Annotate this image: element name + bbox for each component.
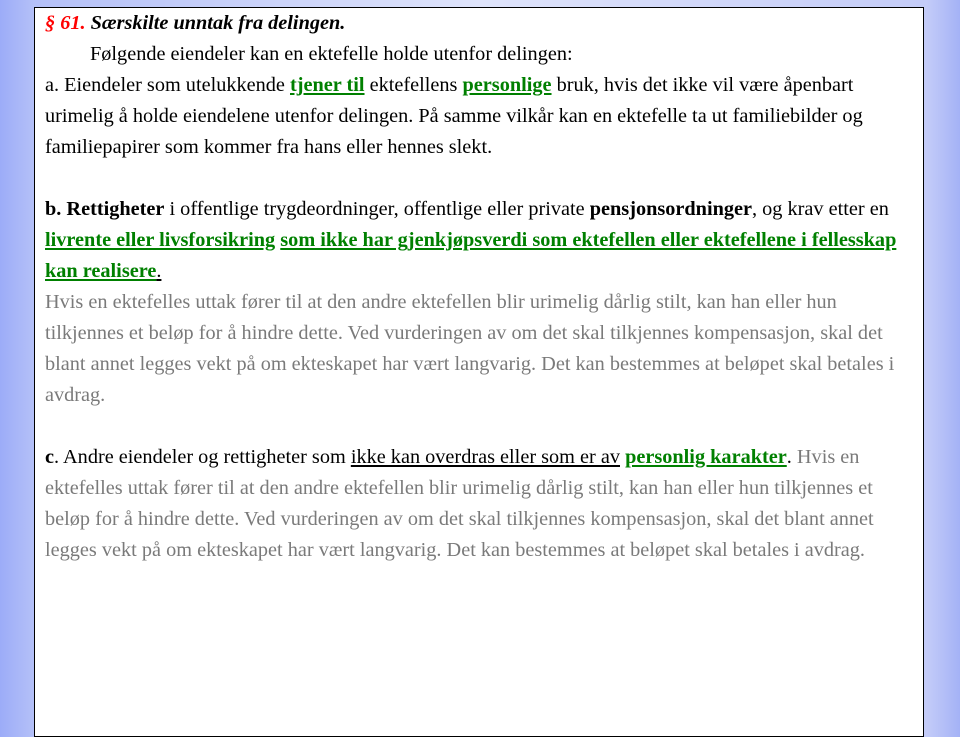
item-a-highlight-personlige: personlige	[462, 74, 552, 96]
slide-text-body	[45, 8, 920, 566]
item-c-letter: c	[45, 446, 55, 468]
item-b-secondary-text: Hvis en ektefelles uttak fører til at den andre ektefellen blir urimelig dårlig stilt, kan han eller hun tilkjennes et beløp for å hindre dette. Ved vurderingen av om det skal tilkjennes kompensasjon, skal det blant annet legges vekt på om ekteskapet har vært langvarig. Det kan bestemmes at beløpet skal betales i avdrag.	[45, 291, 895, 406]
item-b-rettigheter: Rettigheter	[61, 198, 165, 220]
item-b-text-2: , og krav etter en	[752, 198, 889, 220]
item-a-highlight-tjener: tjener til	[290, 74, 365, 96]
item-c-text-1: . Andre eiendeler og rettigheter som	[54, 446, 351, 468]
item-b-text-1: i offentlige trygdeordninger, offentlige eller private	[164, 198, 590, 220]
item-a-paragraph	[45, 70, 920, 163]
item-a-text-1: . Eiendeler som utelukkende	[54, 74, 290, 96]
item-b-highlight-gjenkjopsverdi: som ikke har gjenkjøpsverdi som ektefellen eller ektefellene i fellesskap kan realisere	[45, 229, 897, 282]
section-heading: Særskilte unntak fra delingen.	[90, 12, 346, 34]
item-c-period: .	[786, 446, 792, 468]
item-c-underlined-text: ikke kan overdras eller som er av	[350, 446, 620, 468]
item-a-text-3: bruk, hvis det ikke vil være åpenbart urimelig å holde eiendelene utenfor delingen. På samme vilkår kan en ektefelle ta ut familiebilder og familiepapirer som kommer fra hans eller hennes slekt.	[45, 74, 863, 158]
section-number: § 61.	[45, 12, 86, 34]
item-a-text-2: ektefellens	[364, 74, 463, 96]
item-b-paragraph	[45, 194, 920, 287]
item-b-pensjonsordninger: pensjonsordninger	[589, 198, 753, 220]
paragraph-spacer	[45, 411, 920, 442]
item-b-period: .	[156, 260, 162, 282]
item-c-secondary-text: Hvis en ektefelles uttak fører til at den andre ektefellen blir urimelig dårlig stilt, kan han eller hun tilkjennes et beløp for å hindre dette. Ved vurderingen av om det skal tilkjennes kompensasjon, skal det blant annet legges vekt på om ekteskapet har vært langvarig. Det kan bestemmes at beløpet skal betales i avdrag.	[45, 446, 874, 561]
intro-line: Følgende eiendeler kan en ektefelle holde utenfor delingen:	[90, 43, 573, 65]
item-b-letter: b.	[45, 198, 62, 220]
paragraph-spacer	[45, 163, 920, 194]
item-b-highlight-livrente: livrente eller livsforsikring	[45, 229, 276, 251]
item-a-letter: a	[45, 74, 55, 96]
section-title	[45, 8, 920, 39]
item-c-highlight-personlig-karakter: personlig karakter	[625, 446, 787, 468]
item-c-paragraph	[45, 442, 920, 566]
